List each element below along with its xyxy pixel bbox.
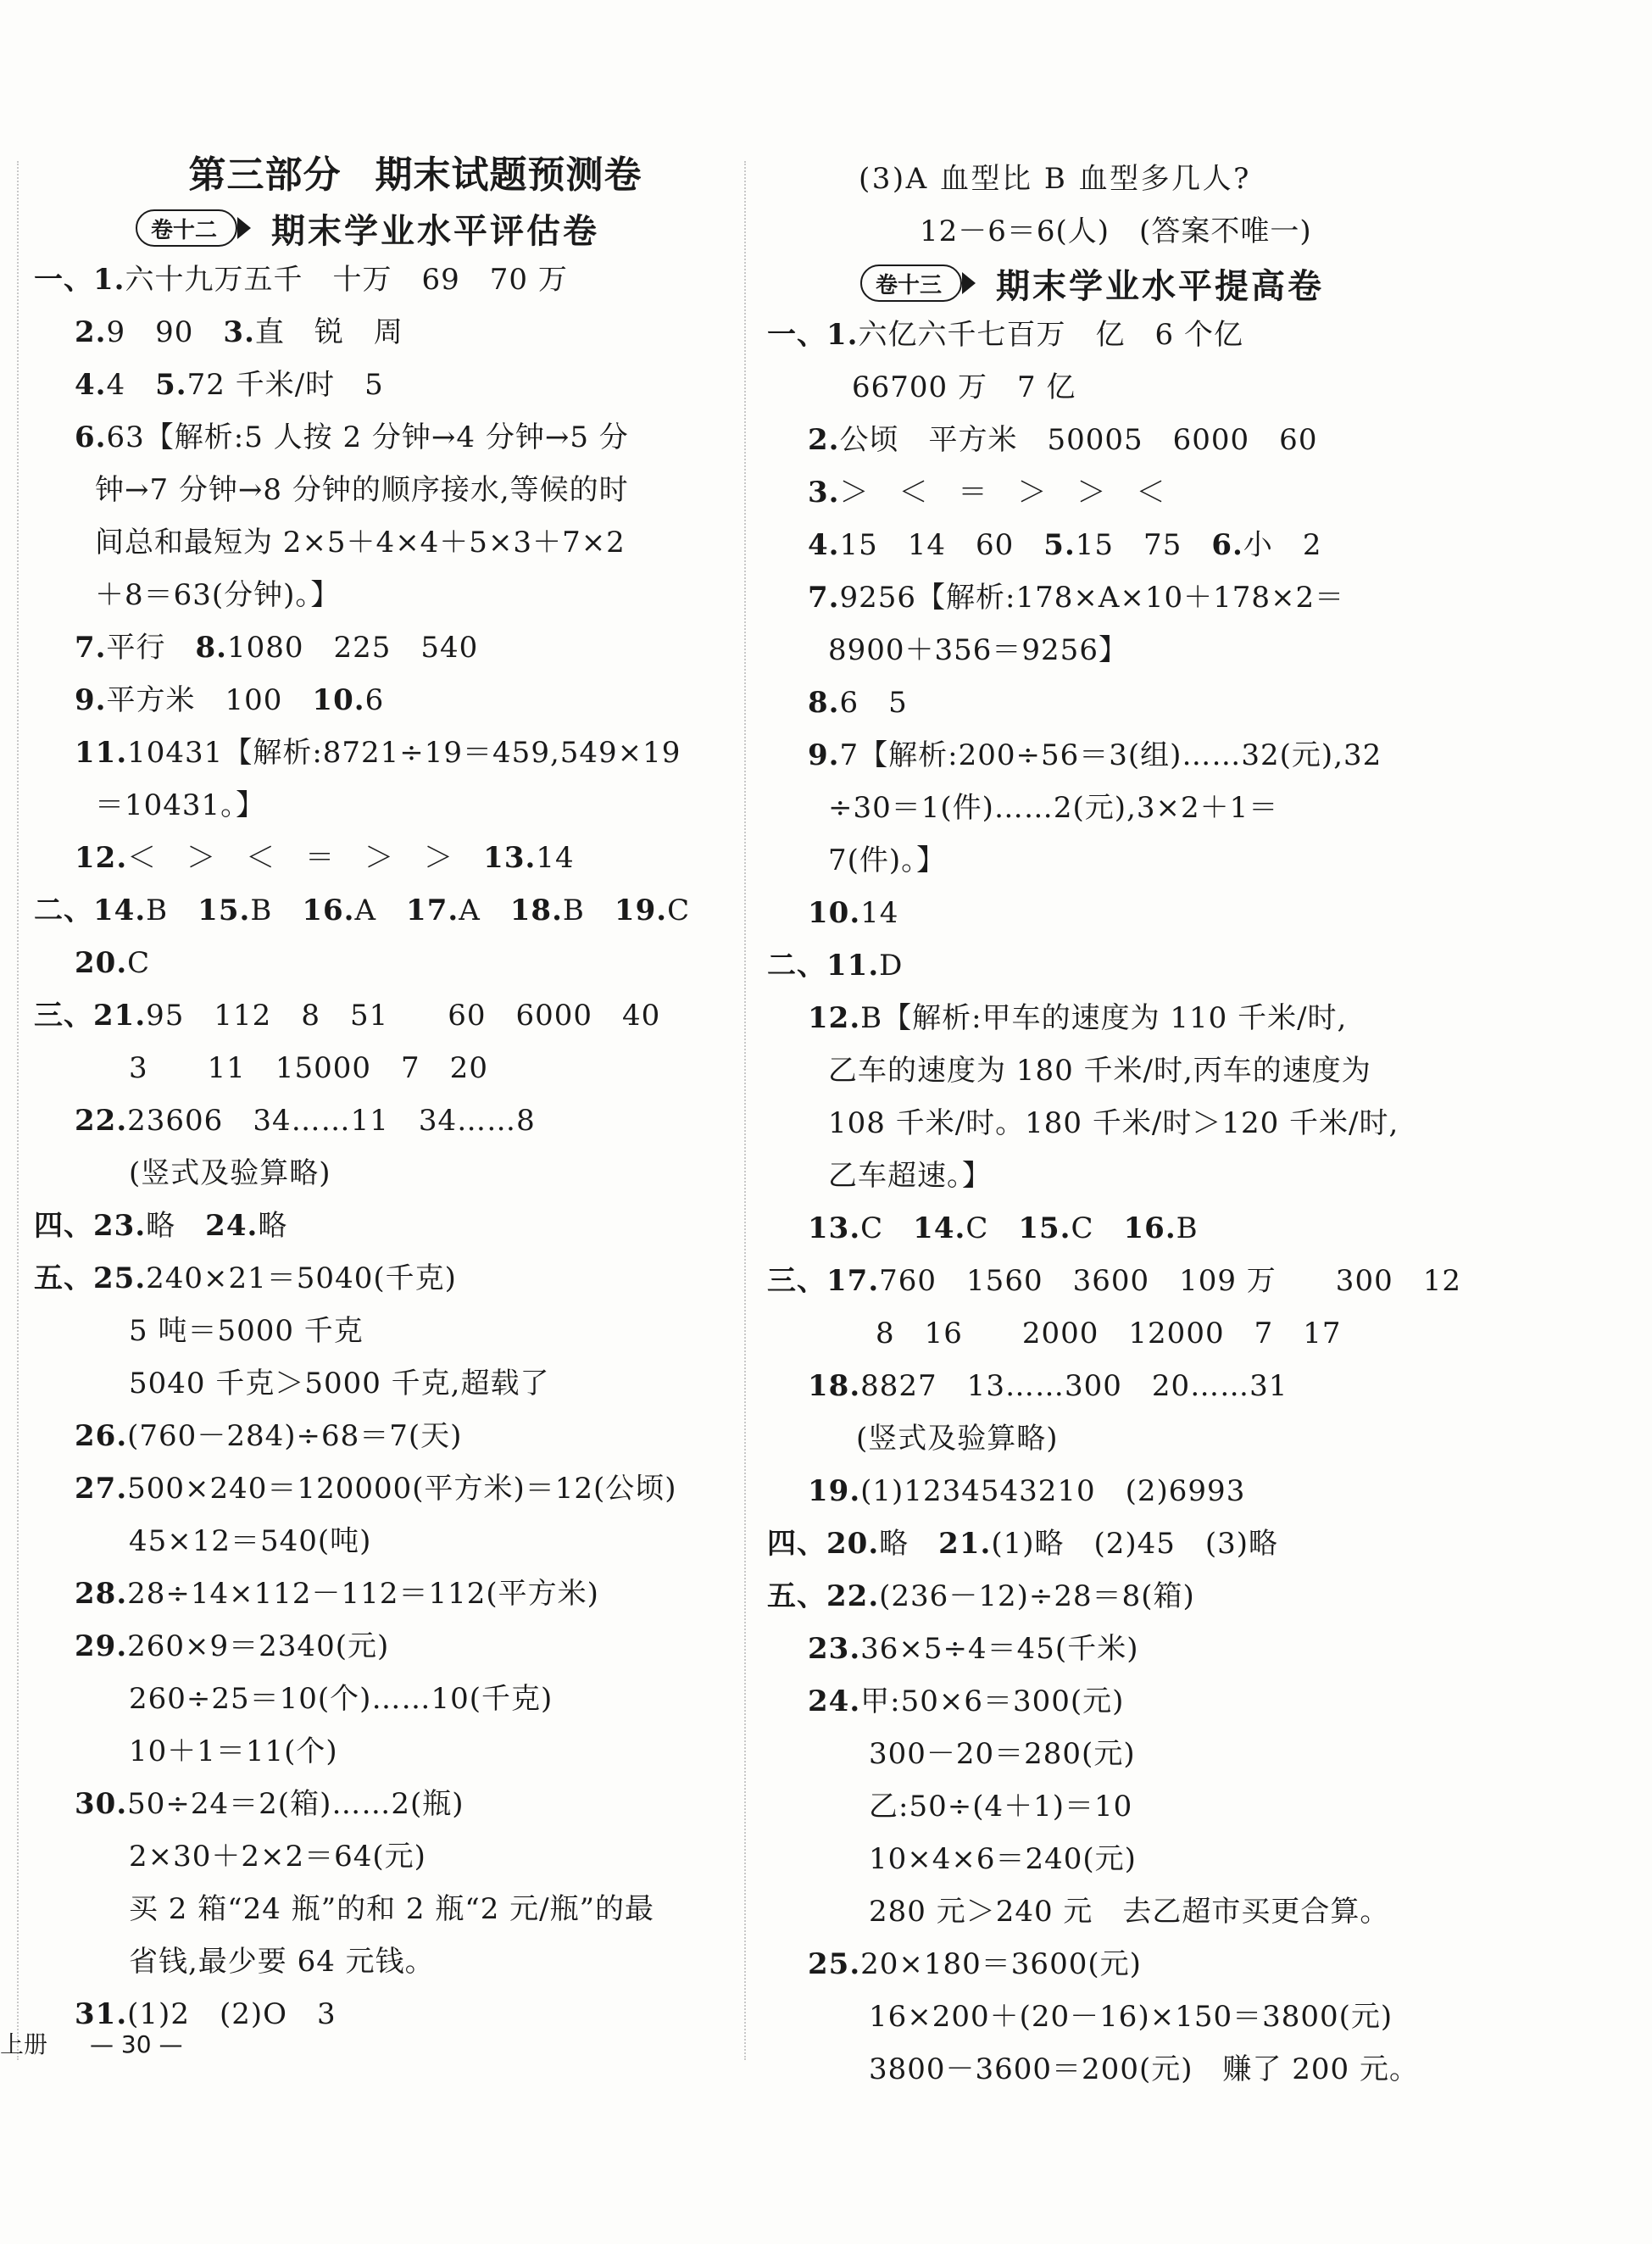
answer-text: 6 5	[839, 686, 908, 720]
question-number: 11.	[826, 949, 880, 983]
answer-line	[34, 674, 746, 727]
answer-text: (1)1234543210 (2)6993	[860, 1474, 1246, 1508]
question-number: 20.	[75, 946, 128, 980]
section-number: 五、	[767, 1579, 826, 1613]
answer-line	[34, 306, 746, 359]
question-number: 1.	[93, 263, 125, 297]
answer-line	[767, 571, 1479, 624]
answer-line	[34, 1830, 746, 1883]
question-number: 24.	[205, 1209, 259, 1243]
answer-line	[34, 1252, 746, 1305]
page-footer	[0, 2026, 182, 2060]
answer-text: 760 1560 3600 109 万 300 12	[879, 1264, 1461, 1298]
section-header-12	[34, 203, 746, 253]
answer-line	[767, 1202, 1479, 1255]
answer-line	[767, 729, 1479, 782]
question-number: 19.	[808, 1474, 861, 1508]
section-number: 一、	[34, 263, 93, 297]
answer-text: 6	[364, 683, 385, 717]
question-number: 12.	[808, 1001, 861, 1035]
badge-arrow-icon	[962, 272, 976, 294]
answer-text: 280 元＞240 元 去乙超市买更合算。	[869, 1895, 1390, 1929]
question-number: 19.	[614, 894, 668, 927]
part-name: 期末试题预测卷	[375, 153, 642, 197]
section-number: 一、	[767, 318, 826, 352]
answer-text: 50÷24＝2(箱)……2(瓶)	[127, 1787, 464, 1821]
section-number: 五、	[34, 1261, 93, 1295]
paper-badge-label: 卷十二	[151, 217, 218, 243]
question-number: 7.	[808, 581, 840, 615]
question-number: 23.	[93, 1209, 147, 1243]
badge-arrow-icon	[237, 217, 251, 239]
answer-line	[34, 1725, 746, 1778]
answer-line	[767, 1780, 1479, 1833]
question-number: 30.	[75, 1787, 128, 1821]
question-number: 2.	[75, 315, 107, 349]
answer-text: C	[965, 1211, 1019, 1245]
answer-line	[34, 1357, 746, 1410]
answer-text: ＝10431。】	[95, 788, 266, 822]
answer-line	[767, 1307, 1479, 1360]
answer-text: 500×240＝120000(平方米)＝12(公顷)	[127, 1472, 677, 1506]
answer-line	[767, 2043, 1479, 2096]
answer-text: ÷30＝1(件)……2(元),3×2＋1＝	[828, 791, 1279, 825]
answer-text: 钟→7 分钟→8 分钟的顺序接水,等候的时	[95, 473, 629, 507]
answer-line	[767, 1097, 1479, 1150]
answer-line	[767, 1150, 1479, 1202]
answer-text: 10×4×6＝240(元)	[869, 1842, 1137, 1876]
answer-text: B	[1176, 1211, 1199, 1245]
answer-text: 95 112 8 51 60 6000 40	[146, 999, 661, 1033]
question-number: 5.	[155, 368, 187, 402]
section-number: 四、	[34, 1209, 93, 1243]
answer-line	[34, 621, 746, 674]
question-number: 5.	[1043, 528, 1076, 562]
answer-line	[34, 989, 746, 1042]
answer-line	[34, 516, 746, 569]
right-column	[767, 153, 1479, 2096]
answer-line	[34, 832, 746, 884]
answer-line	[34, 1935, 746, 1988]
answer-line	[767, 1044, 1479, 1097]
question-number: 21.	[938, 1527, 992, 1561]
answer-text: 乙车超速。】	[828, 1159, 992, 1193]
answer-line	[34, 1094, 746, 1147]
question-number: 4.	[75, 368, 107, 402]
answer-text: 15 14 60	[839, 528, 1044, 562]
answer-text: 260÷25＝10(个)……10(千克)	[129, 1682, 553, 1716]
answer-text: 5 吨＝5000 千克	[129, 1314, 364, 1348]
answer-text: 36×5÷4＝45(千米)	[860, 1632, 1139, 1666]
left-margin-rule	[17, 161, 19, 2060]
answer-text: C	[860, 1211, 914, 1245]
answer-line	[767, 1570, 1479, 1623]
question-number: 17.	[406, 894, 459, 927]
answer-text: 66700 万 7 亿	[852, 370, 1076, 404]
question-number: 22.	[826, 1579, 880, 1613]
question-number: 29.	[75, 1629, 128, 1663]
answer-text: 240×21＝5040(千克)	[146, 1261, 457, 1295]
answer-text: 略	[258, 1209, 288, 1243]
answer-text: B	[146, 894, 198, 927]
question-number: 31.	[75, 1997, 128, 2031]
answer-line	[767, 624, 1479, 677]
answer-text: 小 2	[1243, 528, 1322, 562]
answer-line: (3)A 血型比 B 血型多几人?	[859, 162, 1251, 196]
answer-text: 45×12＝540(吨)	[129, 1524, 372, 1558]
answer-text: A	[459, 894, 510, 927]
question-number: 3.	[808, 476, 840, 509]
answer-text: 2×30＋2×2＝64(元)	[129, 1840, 426, 1874]
question-number: 7.	[75, 631, 107, 665]
answer-text: (1)2 (2)O 3	[127, 1997, 337, 2031]
answer-text: 7【解析:200÷56＝3(组)……32(元),32	[839, 738, 1382, 772]
section-number: 三、	[767, 1264, 826, 1298]
question-number: 15.	[197, 894, 251, 927]
answer-text: 略	[146, 1209, 206, 1243]
answer-text: A	[354, 894, 407, 927]
answer-line	[34, 359, 746, 411]
answer-text: C	[667, 894, 691, 927]
answer-text: 72 千米/时 5	[186, 368, 384, 402]
answer-text: D	[879, 949, 904, 983]
answer-line	[34, 1883, 746, 1935]
answer-line	[767, 939, 1479, 992]
answer-text: 15 75	[1075, 528, 1212, 562]
question-number: 1.	[826, 318, 859, 352]
answer-text: 20×180＝3600(元)	[860, 1947, 1142, 1981]
question-number: 18.	[808, 1369, 861, 1403]
answer-line	[34, 1462, 746, 1515]
answer-line	[767, 466, 1479, 519]
answer-line	[34, 1410, 746, 1462]
question-number: 3.	[223, 315, 255, 349]
answer-text: ＋8＝63(分钟)。】	[95, 578, 341, 612]
answer-line	[34, 1305, 746, 1357]
section-number: 四、	[767, 1527, 826, 1561]
answer-line	[767, 887, 1479, 939]
answer-text: 28÷14×112－112＝112(平方米)	[127, 1577, 599, 1611]
answer-line	[34, 1042, 746, 1094]
answer-text: 省钱,最少要 64 元钱。	[129, 1945, 435, 1979]
answer-line	[767, 992, 1479, 1044]
answer-text: C	[127, 946, 151, 980]
paper-badge	[136, 209, 237, 247]
answer-text: 9 90	[106, 315, 224, 349]
answer-line	[767, 1991, 1479, 2043]
question-number: 2.	[808, 423, 840, 457]
answer-text: 9256【解析:178×A×10＋178×2＝	[839, 581, 1345, 615]
answer-text: ＞ ＜ ＝ ＞ ＞ ＜	[839, 476, 1166, 509]
answer-text: 300－20＝280(元)	[869, 1737, 1136, 1771]
answer-text: 16×200＋(20－16)×150＝3800(元)	[869, 2000, 1393, 2034]
answer-line	[767, 309, 1479, 361]
question-number: 14.	[913, 1211, 966, 1245]
question-number: 12.	[75, 841, 128, 875]
answer-line	[34, 569, 746, 621]
answer-line	[34, 937, 746, 989]
answer-text: (760－284)÷68＝7(天)	[127, 1419, 463, 1453]
answer-text: 8 16 2000 12000 7 17	[876, 1317, 1342, 1350]
answer-text: B	[250, 894, 303, 927]
answer-text: B【解析:甲车的速度为 110 千米/时,	[860, 1001, 1348, 1035]
section-title: 期末学业水平评估卷	[271, 211, 600, 251]
question-number: 16.	[1123, 1211, 1176, 1245]
answer-line	[34, 1620, 746, 1673]
answer-line	[767, 1833, 1479, 1885]
part-label: 第三部分	[188, 153, 342, 197]
answer-line	[34, 1567, 746, 1620]
question-number: 11.	[75, 736, 128, 770]
answer-text: 23606 34……11 34……8	[127, 1104, 536, 1138]
part-title	[34, 148, 746, 203]
answer-line	[34, 253, 746, 306]
answer-line	[34, 884, 746, 937]
answer-line: 12－6＝6(人) (答案不唯一)	[920, 214, 1312, 248]
answer-line	[767, 1255, 1479, 1307]
question-number: 4.	[808, 528, 840, 562]
answer-text: 4	[106, 368, 156, 402]
question-number: 27.	[75, 1472, 128, 1506]
section-number: 二、	[34, 894, 93, 927]
answer-text: 乙:50÷(4＋1)＝10	[869, 1790, 1133, 1824]
answer-text: (竖式及验算略)	[856, 1422, 1059, 1456]
answer-line	[767, 1728, 1479, 1780]
question-number: 26.	[75, 1419, 128, 1453]
answer-line	[767, 1623, 1479, 1675]
question-number: 14.	[93, 894, 147, 927]
question-number: 17.	[826, 1264, 880, 1298]
answer-text: 1080 225 540	[227, 631, 479, 665]
question-number: 23.	[808, 1632, 861, 1666]
answer-text: 3800－3600＝200(元) 赚了 200 元。	[869, 2052, 1419, 2086]
question-number: 15.	[1018, 1211, 1071, 1245]
answer-line	[34, 779, 746, 832]
answer-line	[767, 1465, 1479, 1517]
answer-text: 间总和最短为 2×5＋4×4＋5×3＋7×2	[95, 526, 626, 560]
left-answer-list	[34, 253, 746, 2041]
answer-line	[767, 1675, 1479, 1728]
answer-text: 3 11 15000 7 20	[129, 1051, 488, 1085]
question-number: 13.	[808, 1211, 861, 1245]
answer-text: 10431【解析:8721÷19＝459,549×19	[127, 736, 681, 770]
question-number: 28.	[75, 1577, 128, 1611]
answer-text: 260×9＝2340(元)	[127, 1629, 390, 1663]
answer-text: 直 锐 周	[254, 315, 403, 349]
section-title: 期末学业水平提高卷	[996, 266, 1325, 306]
answer-text: 买 2 箱“24 瓶”的和 2 瓶“2 元/瓶”的最	[129, 1892, 654, 1926]
answer-text: (竖式及验算略)	[129, 1156, 331, 1190]
answer-line	[34, 1515, 746, 1567]
answer-text: ＜ ＞ ＜ ＝ ＞ ＞	[127, 841, 484, 875]
answer-line	[767, 1412, 1479, 1465]
answer-line	[767, 361, 1479, 414]
book-volume: 上册	[0, 2030, 48, 2058]
answer-line	[767, 677, 1479, 729]
answer-line	[767, 414, 1479, 466]
answer-line	[767, 519, 1479, 571]
answer-line	[767, 782, 1479, 834]
answer-text: (236－12)÷28＝8(箱)	[879, 1579, 1195, 1613]
answer-text: 8900＋356＝9256】	[828, 633, 1128, 667]
page-number: — 30 —	[90, 2030, 183, 2058]
section-number: 三、	[34, 999, 93, 1033]
answer-text: 10＋1＝11(个)	[129, 1735, 338, 1768]
right-answer-list	[767, 309, 1479, 2096]
answer-text: 108 千米/时。180 千米/时＞120 千米/时,	[828, 1106, 1399, 1140]
answer-line	[34, 1200, 746, 1252]
question-number: 9.	[75, 683, 107, 717]
left-column	[34, 148, 746, 2041]
answer-line	[767, 1885, 1479, 1938]
answer-text: 平行	[106, 631, 196, 665]
answer-line	[767, 1360, 1479, 1412]
answer-text: 甲:50×6＝300(元)	[860, 1684, 1125, 1718]
answer-text: 公顷 平方米 50005 6000 60	[839, 423, 1318, 457]
section-number: 二、	[767, 949, 826, 983]
answer-text: B	[562, 894, 615, 927]
answer-text: 六亿六千七百万 亿 6 个亿	[858, 318, 1243, 352]
paper-badge-label: 卷十三	[876, 272, 943, 298]
answer-line	[34, 727, 746, 779]
answer-text: 14	[536, 841, 575, 875]
answer-line	[767, 1938, 1479, 1991]
answer-text: (1)略 (2)45 (3)略	[991, 1527, 1279, 1561]
answer-text: 乙车的速度为 180 千米/时,丙车的速度为	[828, 1054, 1371, 1088]
question-number: 6.	[75, 420, 107, 454]
answer-text: 六十九万五千 十万 69 70 万	[125, 263, 568, 297]
answer-line	[34, 1778, 746, 1830]
question-number: 10.	[312, 683, 365, 717]
question-number: 25.	[93, 1261, 147, 1295]
answer-text: C	[1071, 1211, 1124, 1245]
answer-text: 略	[879, 1527, 939, 1561]
question-number: 8.	[808, 686, 840, 720]
question-number: 20.	[826, 1527, 880, 1561]
answer-text: 8827 13……300 20……31	[860, 1369, 1288, 1403]
answer-text: 63【解析:5 人按 2 分钟→4 分钟→5 分	[106, 420, 629, 454]
question-number: 16.	[302, 894, 355, 927]
answer-line	[34, 1673, 746, 1725]
question-number: 25.	[808, 1947, 861, 1981]
answer-text: 平方米 100	[106, 683, 313, 717]
question-number: 10.	[808, 896, 861, 930]
answer-text: 7(件)。】	[828, 844, 947, 877]
answer-line	[767, 1517, 1479, 1570]
question-number: 13.	[483, 841, 537, 875]
answer-line	[34, 1147, 746, 1200]
question-number: 24.	[808, 1684, 861, 1718]
question-number: 6.	[1211, 528, 1243, 562]
question-number: 8.	[195, 631, 227, 665]
answer-line	[767, 834, 1479, 887]
section-header-13	[767, 258, 1479, 309]
answer-text: 5040 千克＞5000 千克,超载了	[129, 1367, 550, 1400]
question-number: 21.	[93, 999, 147, 1033]
paper-badge	[860, 264, 962, 302]
answer-line	[34, 411, 746, 464]
answer-line	[34, 464, 746, 516]
answer-text: 14	[860, 896, 899, 930]
question-number: 18.	[509, 894, 563, 927]
question-number: 22.	[75, 1104, 128, 1138]
question-number: 9.	[808, 738, 840, 772]
